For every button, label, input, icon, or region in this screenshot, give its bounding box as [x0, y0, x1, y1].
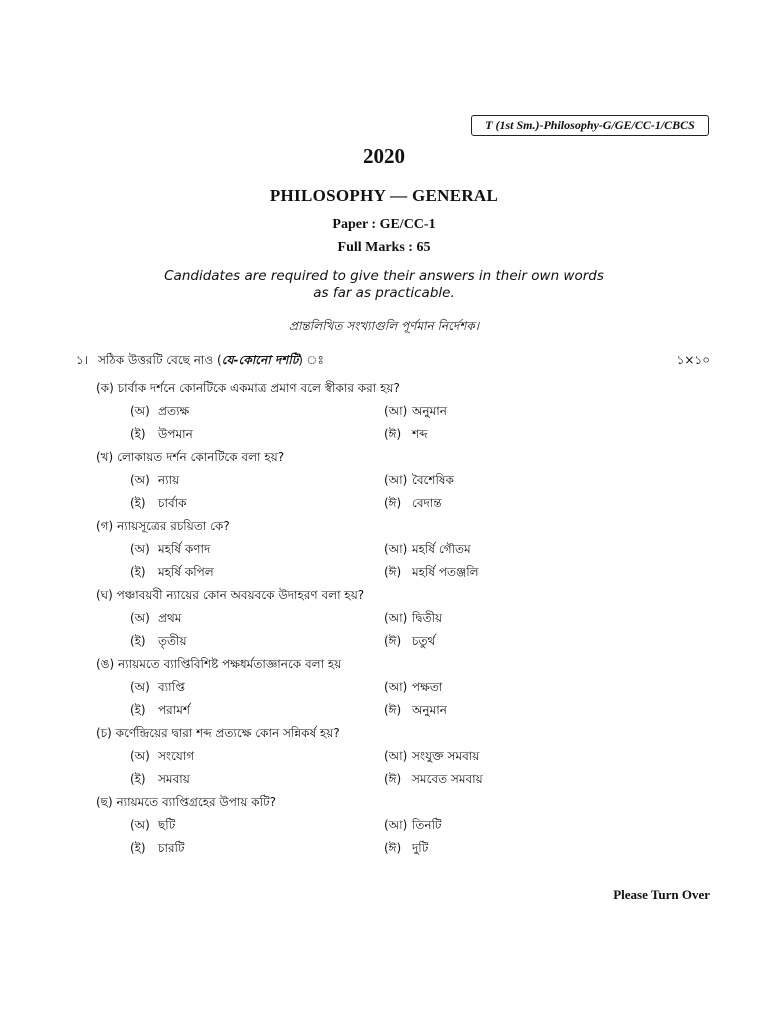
option-label: (আ)	[384, 818, 408, 832]
sub-question-text: চার্বাক দর্শনে কোনটিকে একমাত্র প্রমাণ বলে স্বীকার করা হয়?	[117, 381, 400, 395]
option-label: (আ)	[384, 473, 408, 487]
option-label: (ই)	[130, 841, 146, 855]
option	[384, 679, 442, 699]
option-label: (ঈ)	[384, 634, 402, 648]
sub-question-text: ন্যায়সূত্রের রচয়িতা কে?	[117, 519, 230, 533]
option-label: (ঈ)	[384, 772, 402, 786]
option	[384, 472, 454, 492]
option	[130, 771, 190, 791]
option-label: (ঈ)	[384, 841, 402, 855]
option	[384, 840, 428, 860]
sub-question-text: ন্যায়মতে ব্যাপ্তিগ্রহের উপায় কটি?	[116, 795, 277, 809]
paper-code-box: T (1st Sm.)-Philosophy-G/GE/CC-1/CBCS	[471, 115, 709, 136]
sub-question-text: কর্ণেন্দ্রিয়ের দ্বারা শব্দ প্রত্যক্ষে কোন সন্নিকর্ষ হয়?	[115, 726, 340, 740]
option	[130, 541, 210, 561]
option-text: দ্বিতীয়	[412, 611, 443, 625]
option-label: (ই)	[130, 772, 146, 786]
option-text: ছটি	[158, 818, 176, 832]
option-label: (ই)	[130, 496, 146, 510]
option-text: চারটি	[158, 841, 185, 855]
option-text: অনুমান	[412, 703, 447, 717]
option	[130, 633, 187, 653]
sub-question	[96, 518, 230, 538]
sub-question-text: ন্যায়মতে ব্যাপ্তিবিশিষ্ট পক্ষধর্মতাজ্ঞানকে বলা হয়	[118, 657, 342, 671]
sub-question	[96, 794, 276, 814]
sub-question-label: (গ)	[96, 519, 114, 533]
option	[130, 679, 185, 699]
option	[130, 840, 185, 860]
option	[130, 748, 194, 768]
option-label: (ঈ)	[384, 565, 402, 579]
option-label: (আ)	[384, 680, 408, 694]
option-text: সংযোগ	[158, 749, 195, 763]
option-label: (অ)	[130, 542, 150, 556]
option-text: পরামর্শ	[158, 703, 190, 717]
option	[384, 817, 442, 837]
sub-question-label: (ক)	[96, 381, 114, 395]
option-text: সমবেত সমবায়	[412, 772, 483, 786]
option-label: (অ)	[130, 818, 150, 832]
option-label: (আ)	[384, 542, 408, 556]
option-text: প্রথম	[158, 611, 182, 625]
option-label: (আ)	[384, 611, 408, 625]
full-marks: Full Marks : 65	[337, 240, 431, 255]
option-text: চার্বাক	[158, 496, 187, 510]
option	[384, 748, 479, 768]
question-text: সঠিক উত্তরটি বেছে নাও (যে-কোনো দশটি) ঃ	[98, 353, 324, 367]
option	[384, 403, 447, 423]
option-label: (অ)	[130, 611, 150, 625]
sub-question-label: (ঙ)	[96, 657, 115, 671]
sub-question	[96, 449, 284, 469]
option	[384, 541, 471, 561]
option-text: শব্দ	[412, 427, 428, 441]
option-label: (আ)	[384, 404, 408, 418]
option	[130, 472, 179, 492]
option-text: মহর্ষি কপিল	[158, 565, 214, 579]
option	[130, 403, 189, 423]
option-label: (ই)	[130, 703, 146, 717]
option	[130, 426, 193, 446]
sub-question-label: (খ)	[96, 450, 114, 464]
option-label: (অ)	[130, 404, 150, 418]
option	[384, 702, 447, 722]
option-label: (অ)	[130, 473, 150, 487]
option-text: মহর্ষি গৌতম	[412, 542, 471, 556]
sub-question-text: লোকায়ত দর্শন কোনটিকে বলা হয়?	[117, 450, 285, 464]
option-label: (ই)	[130, 427, 146, 441]
option-text: চতুর্থ	[412, 634, 436, 648]
option-text: উপমান	[158, 427, 193, 441]
sub-question-label: (চ)	[96, 726, 112, 740]
option-label: (ঈ)	[384, 703, 402, 717]
sub-question	[96, 656, 341, 676]
question-number: ১।	[76, 353, 89, 367]
paper-code: Paper : GE/CC-1	[332, 217, 436, 232]
option-text: পক্ষতা	[412, 680, 443, 694]
sub-question	[96, 587, 364, 607]
option-text: সমবায়	[158, 772, 190, 786]
please-turn-over: Please Turn Over	[613, 887, 710, 902]
option	[130, 564, 214, 584]
option-text: মহর্ষি পতঞ্জলি	[412, 565, 479, 579]
option	[384, 771, 483, 791]
instruction-line-1: Candidates are required to give their answers in their own words	[164, 268, 604, 284]
option	[130, 817, 175, 837]
option-text: অনুমান	[412, 404, 447, 418]
option-text: বেদান্ত	[412, 496, 442, 510]
option-label: (ই)	[130, 634, 146, 648]
option-label: (ঈ)	[384, 427, 402, 441]
sub-question-label: (ঘ)	[96, 588, 113, 602]
question-marks: ১×১০	[676, 353, 710, 367]
option-text: তিনটি	[412, 818, 442, 832]
option	[384, 426, 428, 446]
option	[130, 702, 190, 722]
option	[130, 495, 187, 515]
option-text: দুটি	[412, 841, 429, 855]
option-text: তৃতীয়	[158, 634, 187, 648]
sub-question-label: (ছ)	[96, 795, 113, 809]
option	[384, 564, 479, 584]
sub-question	[96, 380, 400, 400]
instruction-line-2: as far as practicable.	[313, 285, 455, 301]
option-label: (অ)	[130, 749, 150, 763]
exam-year: 2020	[363, 144, 405, 168]
option-text: ন্যায়	[158, 473, 180, 487]
option-text: প্রত্যক্ষ	[158, 404, 190, 418]
marks-note: প্রান্তলিখিত সংখ্যাগুলি পূর্ণমান নির্দেশক।	[288, 319, 479, 333]
option-text: মহর্ষি কণাদ	[158, 542, 211, 556]
option-text: বৈশেষিক	[412, 473, 454, 487]
option-text: ব্যাপ্তি	[158, 680, 185, 694]
option-label: (আ)	[384, 749, 408, 763]
option-label: (ই)	[130, 565, 146, 579]
subject-title: PHILOSOPHY — GENERAL	[269, 186, 499, 205]
sub-question	[96, 725, 340, 745]
option-label: (অ)	[130, 680, 150, 694]
option	[384, 633, 435, 653]
sub-question-text: পঞ্চাবয়বী ন্যায়ের কোন অবয়বকে উদাহরণ বলা হয়?	[116, 588, 365, 602]
option-label: (ঈ)	[384, 496, 402, 510]
option	[130, 610, 181, 630]
option-text: সংযুক্ত সমবায়	[412, 749, 480, 763]
option	[384, 610, 442, 630]
option	[384, 495, 442, 515]
